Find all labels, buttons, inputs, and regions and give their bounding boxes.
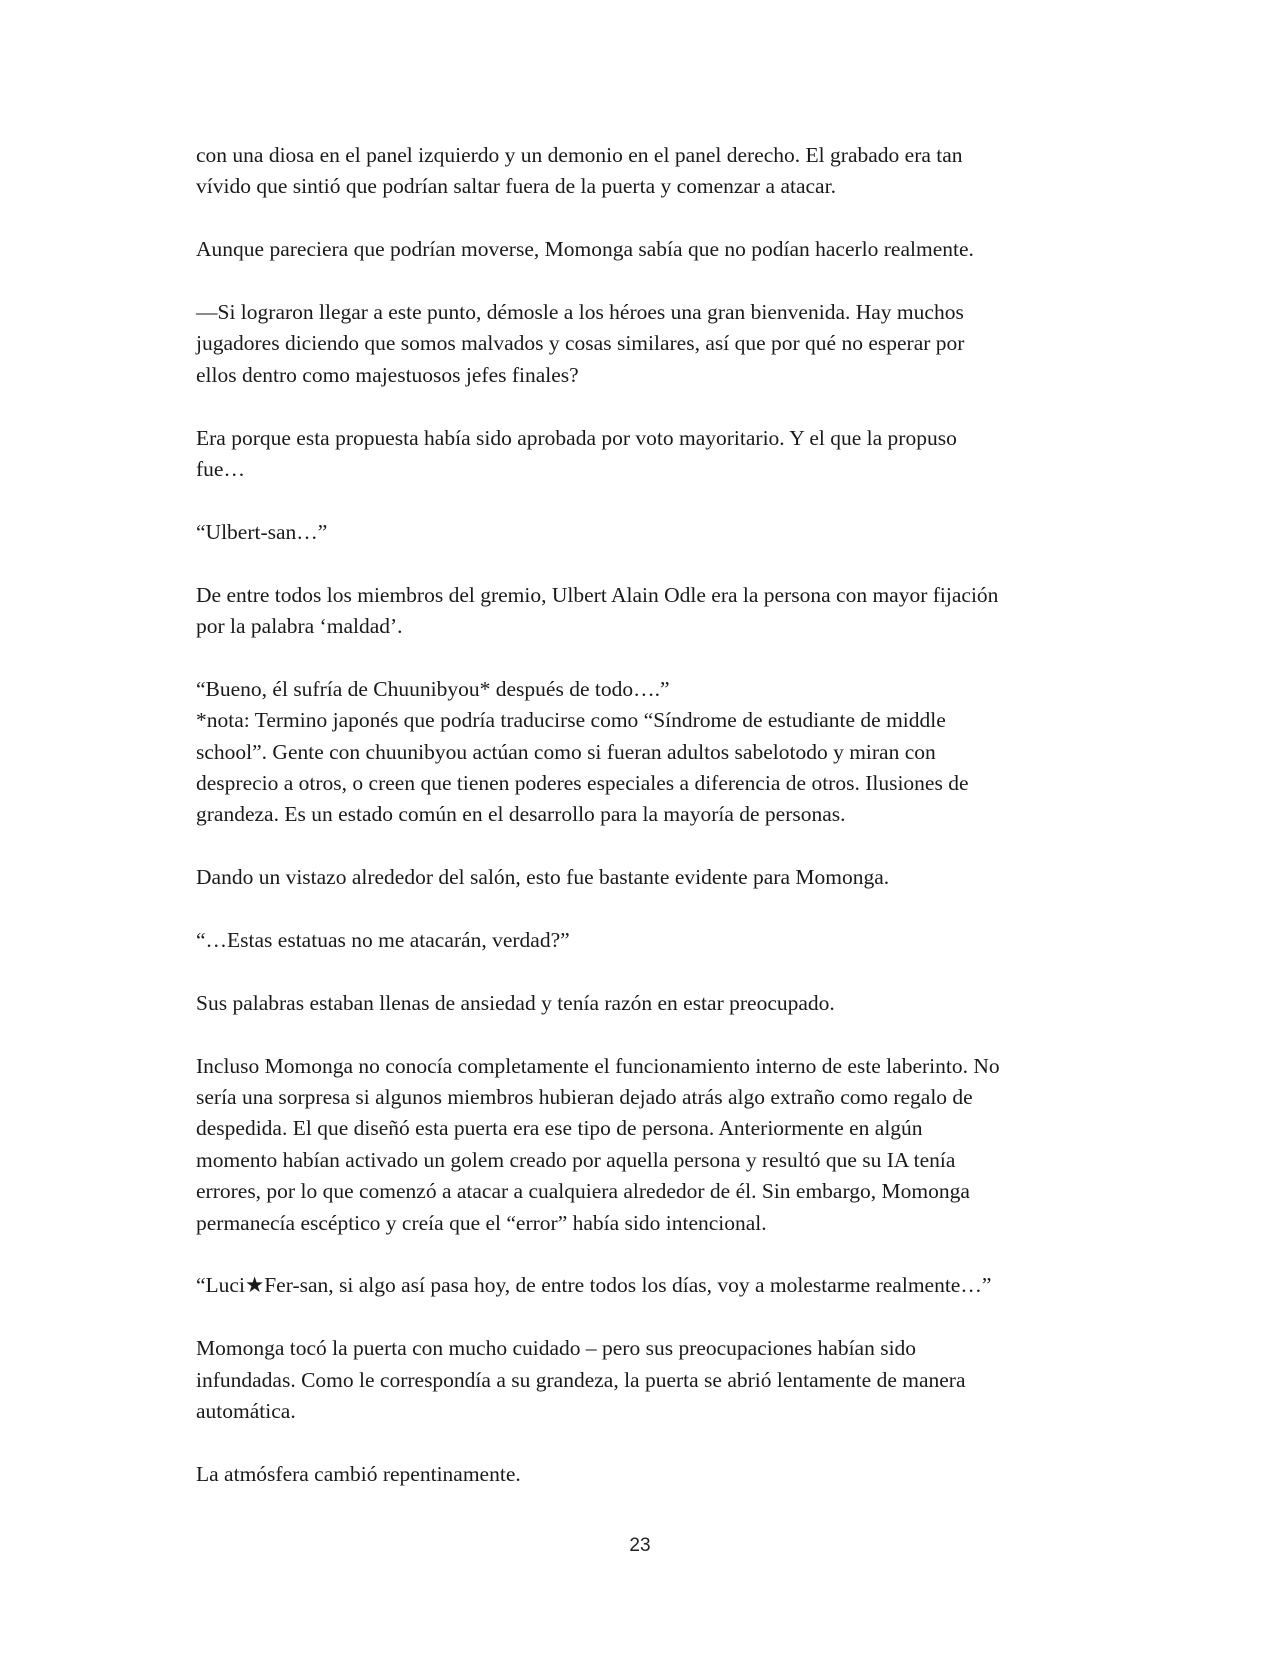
- page-body: [196, 140, 1092, 1522]
- paragraph-guild-members: De entre todos los miembros del gremio, Ulbert Alain Odle era la persona con mayor fijación por la palabra ‘maldad’.: [196, 582, 999, 639]
- paragraph-ulbert-san: “Ulbert-san…”: [196, 519, 328, 544]
- paragraph-proposal: Era porque esta propuesta había sido aprobada por voto mayoritario. Y el que la propuso fue…: [196, 425, 957, 482]
- paragraph-heroes-welcome: —Si lograron llegar a este punto, démosle a los héroes una gran bienvenida. Hay muchos jugadores diciendo que somos malvados y cosas similares, así que por qué no esperar por ellos dentro como majestuosos jefes finales?: [196, 300, 965, 387]
- paragraph-labyrinth: Incluso Momonga no conocía completamente el funcionamiento interno de este laberinto. No sería una sorpresa si algunos miembros hubieran dejado atrás algo extraño como regalo de despedida. El que diseñó esta puerta era ese tipo de persona. Anteriormente en algún momento habían activado un golem creado por aquella persona y resultó que su IA tenía errores, por lo que comenzó a atacar a cualquiera alrededor de él. Sin embargo, Momonga permanecía escéptico y creía que el “error” había sido intencional.: [196, 1053, 1000, 1235]
- paragraph-could-move: Aunque pareciera que podrían moverse, Momonga sabía que no podían hacerlo realmente.: [196, 237, 974, 262]
- paragraph-anxiety: Sus palabras estaban llenas de ansiedad y tenía razón en estar preocupado.: [196, 990, 835, 1015]
- paragraph-statues-question: “…Estas estatuas no me atacarán, verdad?”: [196, 928, 570, 953]
- paragraph-atmosphere: La atmósfera cambió repentinamente.: [196, 1461, 521, 1486]
- paragraph-chuunibyou: “Bueno, él sufría de Chuunibyou* después de todo….”: [196, 676, 670, 701]
- paragraph-door-carving: con una diosa en el panel izquierdo y un demonio en el panel derecho. El grabado era tan vívido que sintió que podrían saltar fuera de la puerta y comenzar a atacar.: [196, 143, 963, 199]
- paragraph-lucifer-san: “Luci★Fer-san, si algo así pasa hoy, de entre todos los días, voy a molestarme realmente…”: [196, 1273, 992, 1298]
- paragraph-door-opens: Momonga tocó la puerta con mucho cuidado – pero sus preocupaciones habían sido infundadas. Como le correspondía a su grandeza, la puerta se abrió lentamente de manera automática.: [196, 1336, 966, 1424]
- paragraph-translator-note: *nota: Termino japonés que podría traducirse como “Síndrome de estudiante de middle school”. Gente con chuunibyou actúan como si fueran adultos sabelotodo y miran con desprecio a otros, o creen que tienen poderes especiales a diferencia de otros. Ilusiones de grandeza. Es un estado común en el desarrollo para la mayoría de personas.: [196, 708, 969, 827]
- page-number: 23: [629, 1535, 651, 1556]
- paragraph-glance-hall: Dando un vistazo alrededor del salón, esto fue bastante evidente para Momonga.: [196, 865, 890, 890]
